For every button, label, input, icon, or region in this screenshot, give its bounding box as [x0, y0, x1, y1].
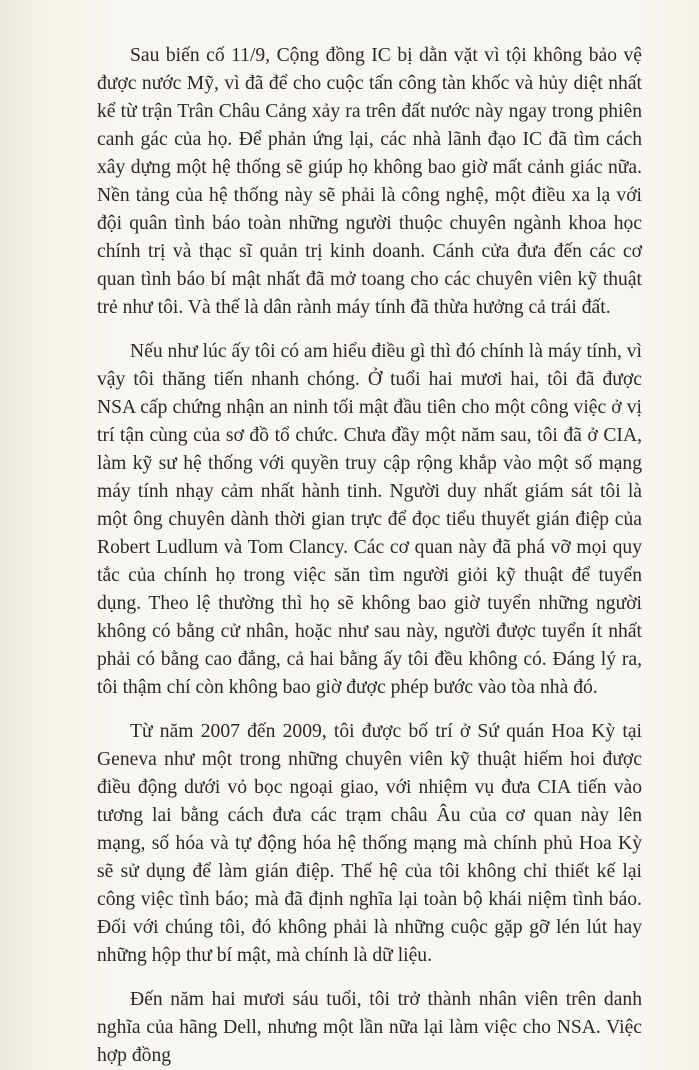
book-page: [97, 42, 642, 1070]
paragraph-4: Đến năm hai mươi sáu tuổi, tôi trở thành nhân viên trên danh nghĩa của hãng Dell, nhưng một lần nữa lại làm việc cho NSA. Việc hợp đồng: [97, 989, 642, 1066]
paragraph-2: Nếu như lúc ấy tôi có am hiểu điều gì thì đó chính là máy tính, vì vậy tôi thăng tiến nhanh chóng. Ở tuổi hai mươi hai, tôi đã được NSA cấp chứng nhận an ninh tối mật đầu tiên cho một công việc ở vị trí tận cùng của sơ đồ tổ chức. Chưa đầy một năm sau, tôi đã ở CIA, làm kỹ sư hệ thống với quyền truy cập rộng khắp vào một số mạng máy tính nhạy cảm nhất hành tinh. Người duy nhất giám sát tôi là một ông chuyên dành thời gian trực để đọc tiểu thuyết gián điệp của Robert Ludlum và Tom Clancy. Các cơ quan này đã phá vỡ mọi quy tắc của chính họ trong việc săn tìm người giỏi kỹ thuật để tuyển dụng. Theo lệ thường thì họ sẽ không bao giờ tuyển những người không có bằng cử nhân, hoặc như sau này, người được tuyển ít nhất phải có bằng cao đẳng, cả hai bằng ấy tôi đều không có. Đáng lý ra, tôi thậm chí còn không bao giờ được phép bước vào tòa nhà đó.: [97, 341, 642, 698]
paragraph-1: Sau biến cố 11/9, Cộng đồng IC bị dằn vặt vì tội không bảo vệ được nước Mỹ, vì đã để cho cuộc tấn công tàn khốc và hủy diệt nhất kể từ trận Trân Châu Cảng xảy ra trên đất nước này ngay trong phiên canh gác của họ. Để phản ứng lại, các nhà lãnh đạo IC đã tìm cách xây dựng một hệ thống sẽ giúp họ không bao giờ mất cảnh giác nữa. Nền tảng của hệ thống này sẽ phải là công nghệ, một điều xa lạ với đội quân tình báo toàn những người thuộc chuyên ngành khoa học chính trị và thạc sĩ quản trị kinh doanh. Cánh cửa đưa đến các cơ quan tình báo bí mật nhất đã mở toang cho các chuyên viên kỹ thuật trẻ như tôi. Và thế là dân rành máy tính đã thừa hưởng cả trái đất.: [97, 45, 642, 318]
paragraph-3: Từ năm 2007 đến 2009, tôi được bố trí ở Sứ quán Hoa Kỳ tại Geneva như một trong những chuyên viên kỹ thuật hiếm hoi được điều động dưới vỏ bọc ngoại giao, với nhiệm vụ đưa CIA tiến vào tương lai bằng cách đưa các trạm châu Âu của cơ quan này lên mạng, số hóa và tự động hóa hệ thống mạng mà chính phủ Hoa Kỳ sẽ sử dụng để làm gián điệp. Thế hệ của tôi không chỉ thiết kế lại công việc tình báo; mà đã định nghĩa lại toàn bộ khái niệm tình báo. Đối với chúng tôi, đó không phải là những cuộc gặp gỡ lén lút hay những hộp thư bí mật, mà chính là dữ liệu.: [97, 721, 642, 966]
